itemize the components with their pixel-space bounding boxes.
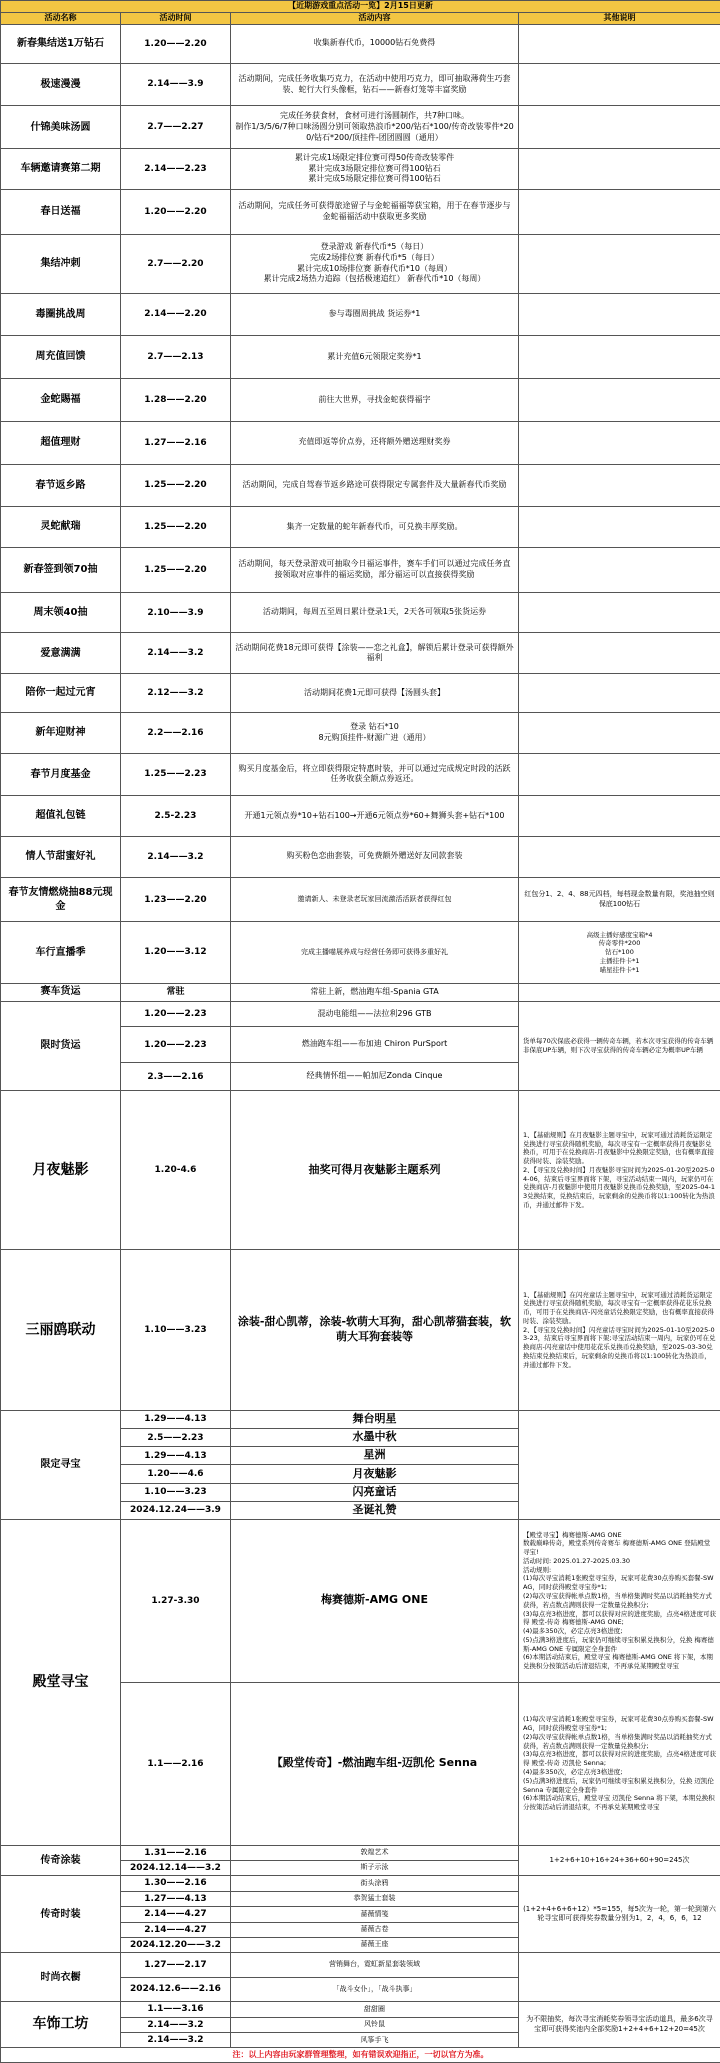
table-row — [1, 2002, 720, 2017]
activity-content: 星洲 — [231, 1447, 519, 1465]
activity-name: 灵蛇献瑞 — [1, 507, 121, 548]
activity-date: 1.29——4.13 — [121, 1447, 231, 1465]
activity-content: 梅赛德斯-AMG ONE — [231, 1519, 519, 1682]
activity-date: 1.25——2.23 — [121, 753, 231, 796]
activity-content: 完成任务获食材，食材可进行汤圆制作，共7种口味。 制作1/3/5/6/7种口味汤圆分别可领取热浪币*200/钻石*100/传奇改装零件*200/钻石*200/顶挂件-团团圆圆（通用） — [231, 106, 519, 149]
activity-content: 开通1元领点券*10+钻石100→开通6元领点券*60+舞狮头套+钻石*100 — [231, 796, 519, 837]
activity-note: 红包分1、2、4、88元四档，每档现金数量有限，奖池抽空则保底100钻石 — [519, 877, 720, 922]
activity-content: 蔷薇王座 — [231, 1937, 519, 1952]
table-row — [1, 149, 720, 190]
activity-note — [519, 63, 720, 106]
table-row — [1, 421, 720, 464]
activity-date: 1.1——2.16 — [121, 1682, 231, 1845]
activity-note — [519, 234, 720, 293]
activity-content: 累计充值6元领限定奖券*1 — [231, 336, 519, 379]
activity-note — [519, 106, 720, 149]
activity-content: 混动电能组——法拉利296 GTB — [231, 1001, 519, 1026]
table-row — [1, 1845, 720, 1860]
activity-note — [519, 149, 720, 190]
activity-date: 1.10——3.23 — [121, 1250, 231, 1411]
activity-content: 恭贺猛士套装 — [231, 1891, 519, 1906]
table-row — [1, 796, 720, 837]
table-row — [1, 548, 720, 593]
activity-note: 【殿堂寻宝】梅赛德斯-AMG ONE 数载巅峰传奇，殿堂系列传奇赛车 梅赛德斯-AMG ONE 登陆殿堂寻宝! 活动时间: 2025.01.27-2025.03.30 活动规则: (1)每次寻宝消耗1张殿堂寻宝券，玩家可花费30点券购买套餐-SWAG，同时获得殿堂寻宝券*1; (2)每次寻宝获得帐单点数1格，当单格集满时奖品以消耗抽奖方式获得，若点数点满则获得一定数量兑换积分; (3)每点亮3格进度，都可以获得对应的进度奖励，点亮4格进度可获得 殿堂-传奇 梅赛德斯-AMG ONE; (4)最多350次，必定点亮3格进度; (5)点满3格进度后，玩家仍可继续寻宝积累兑换积分，兑换 梅赛德斯-AMG ONE 专属限定全身套件 (6)本期活动结束后，殿堂寻宝 梅赛德斯-AMG ONE 将下架，本期兑换积分按策活动后清退结束，不再承兑某期殿堂寻宝 — [519, 1519, 720, 1682]
activity-content: 充值即返等价点券，还将额外赠送理财奖券 — [231, 421, 519, 464]
activity-note: 货单每70次保底必获得一辆传奇车辆，若本次寻宝获得的传奇车辆非保底UP车辆，则下次寻宝获得的传奇车辆必定为概率UP车辆 — [519, 1001, 720, 1091]
activity-content: 【殿堂传奇】-燃油跑车组-迈凯伦 Senna — [231, 1682, 519, 1845]
activity-name: 车饰工坊 — [1, 2002, 121, 2048]
activity-name: 三丽鸥联动 — [1, 1250, 121, 1411]
activity-name: 春节友情燃烧抽88元现金 — [1, 877, 121, 922]
activity-date: 常驻 — [121, 983, 231, 1001]
table-row — [1, 1519, 720, 1682]
activity-date: 1.27——2.17 — [121, 1953, 231, 1977]
activity-date: 1.31——2.16 — [121, 1845, 231, 1860]
activity-name: 金蛇賜福 — [1, 379, 121, 422]
activity-date: 1.20——2.20 — [121, 25, 231, 64]
activity-note: 为不限抽奖，每次寻宝消耗奖券领寻宝活动道具，最多6次寻宝即可获得奖池内全部奖励1+2+4+6+12+20=45次 — [519, 2002, 720, 2048]
activity-content: 敦煌艺术 — [231, 1845, 519, 1860]
activity-content: 登录游戏 新春代币*5（每日） 完成2场排位赛 新春代币*5（每日） 累计完成10场排位赛 新春代币*10（每周） 累计完成2场热力追踪（包括极速追红） 新春代币*10（每周） — [231, 234, 519, 293]
activity-content: 常驻上新，燃油跑车组-Spania GTA — [231, 983, 519, 1001]
activity-content: 风筝手飞 — [231, 2033, 519, 2048]
activity-note — [519, 674, 720, 713]
activity-date: 1.27——4.13 — [121, 1891, 231, 1906]
activity-note: (1+2+4+6+6+12）*5=155，每5次为一轮，第一轮到第六轮寻宝即可获得奖券数量分别为1，2，4，6，6，12 — [519, 1876, 720, 1953]
activity-content: 风铃鼠 — [231, 2017, 519, 2032]
activity-name: 限时货运 — [1, 1001, 121, 1091]
activity-date: 1.29——4.13 — [121, 1410, 231, 1428]
activity-name: 限定寻宝 — [1, 1410, 121, 1519]
activity-note — [519, 189, 720, 234]
activity-date: 1.28——2.20 — [121, 379, 231, 422]
table-row — [1, 1410, 720, 1428]
activity-content: 涂装-甜心凯蒂，涂装-软萌大耳狗，甜心凯蒂猫套装，软萌大耳狗套装等 — [231, 1250, 519, 1411]
table-row — [1, 379, 720, 422]
activity-note — [519, 293, 720, 336]
activity-content: 蔷薇情笺 — [231, 1907, 519, 1922]
activity-note: 1、【基础规则】在月夜魅影主题寻宝中，玩家可通过消耗货运限定兑换进行寻宝获得随机奖励，每次寻宝有一定概率获得月夜魅影兑换币，可用于在兑换商店-月夜魅影中兑换限定奖励，也有概率直接获得时装、涂装奖励。 2、【寻宝及兑换时间】月夜魅影寻宝时间为2025-01-20至2025-04-06，结束后寻宝界面将下架，寻宝活动结束一周内，玩家仍可在兑换商店-月夜魅影中使用月夜魅影兑换币兑换奖励，至2025-04-13兑换结束，兑换结束后，玩家剩余的兑换币将以1:100转化为热浪币，并通过邮件下发。 — [519, 1091, 720, 1250]
activity-date: 2.3——2.16 — [121, 1062, 231, 1090]
activity-note — [519, 25, 720, 64]
activity-date: 2.5-2.23 — [121, 796, 231, 837]
table-row — [1, 293, 720, 336]
table-row — [1, 106, 720, 149]
activity-content: 收集新春代币，10000钻石免费得 — [231, 25, 519, 64]
activity-content: 累计完成1场限定排位赛可得50传奇改装零件 累计完成3场限定排位赛可得100钻石 累计完成5场限定排位赛可得100钻石 — [231, 149, 519, 190]
activity-note — [519, 753, 720, 796]
header-activity-time: 活动时间 — [121, 13, 231, 25]
table-row — [1, 877, 720, 922]
activity-date: 2.14——2.20 — [121, 293, 231, 336]
activity-note — [519, 464, 720, 507]
table-row — [1, 464, 720, 507]
activity-content: 甜甜圈 — [231, 2002, 519, 2017]
activity-name: 车行直播季 — [1, 922, 121, 983]
activity-date: 2.12——3.2 — [121, 674, 231, 713]
activity-name: 殿堂寻宝 — [1, 1519, 121, 1845]
activity-name: 春节月度基金 — [1, 753, 121, 796]
table-row — [1, 674, 720, 713]
activity-note — [519, 379, 720, 422]
activity-note — [519, 507, 720, 548]
activity-note: 高级主播好感度宝箱*4 传奇零件*200 钻石*100 主播挂件卡*1 喵星挂件卡*1 — [519, 922, 720, 983]
activity-content: 水墨中秋 — [231, 1429, 519, 1447]
activity-note — [519, 712, 720, 753]
activity-date: 2024.12.14——3.2 — [121, 1860, 231, 1875]
activity-date: 2024.12.20——3.2 — [121, 1937, 231, 1952]
table-row — [1, 712, 720, 753]
activity-name: 毒圈挑战周 — [1, 293, 121, 336]
activity-content: 登录 钻石*10 8元购顶挂件-财源广进（通用） — [231, 712, 519, 753]
activity-name: 传奇涂装 — [1, 1845, 121, 1876]
activity-name: 车辆邀请赛第二期 — [1, 149, 121, 190]
table-row — [1, 592, 720, 633]
activity-content: 完成主播喵展养成与经营任务即可获得多重好礼 — [231, 922, 519, 983]
activity-name: 周末领40抽 — [1, 592, 121, 633]
activity-content: 活动期间花费18元即可获得【涂装——恋之礼盒】，解锁后累计登录可获得额外福利 — [231, 633, 519, 674]
activity-date: 1.27-3.30 — [121, 1519, 231, 1682]
activity-name: 春日送福 — [1, 189, 121, 234]
table-row — [1, 633, 720, 674]
activity-name: 情人节甜蜜好礼 — [1, 836, 121, 877]
activity-name: 极速漫漫 — [1, 63, 121, 106]
table-row — [1, 1001, 720, 1026]
activity-name: 时尚衣橱 — [1, 1953, 121, 2002]
activity-date: 2.14——3.2 — [121, 2033, 231, 2048]
activity-date: 2.7——2.27 — [121, 106, 231, 149]
table-row — [1, 1953, 720, 1977]
sheet-title: 【近期游戏重点活动一览】2月15日更新 — [1, 1, 720, 13]
activity-content: 活动期间花费1元即可获得【汤圆头套】 — [231, 674, 519, 713]
table-row — [1, 983, 720, 1001]
activity-date: 1.30——2.16 — [121, 1876, 231, 1891]
activity-date: 2.10——3.9 — [121, 592, 231, 633]
table-row — [1, 1091, 720, 1250]
activity-date: 1.20——2.23 — [121, 1001, 231, 1026]
activity-content: 活动期间，每天登录游戏可抽取今日福运事件，赛车手们可以通过完成任务直接领取对应事件的福运奖励，部分福运可以直接获得奖励 — [231, 548, 519, 593]
activity-date: 1.20——3.12 — [121, 922, 231, 983]
activity-content: 街头涂鸦 — [231, 1876, 519, 1891]
activity-date: 2.14——3.2 — [121, 2017, 231, 2032]
activity-content: 舞台明星 — [231, 1410, 519, 1428]
activity-date: 2.7——2.13 — [121, 336, 231, 379]
activity-content: 前往大世界，寻找金蛇获得福字 — [231, 379, 519, 422]
activity-date: 1.25——2.20 — [121, 548, 231, 593]
activity-content: 蔷薇古卷 — [231, 1922, 519, 1937]
activity-date: 1.20——4.6 — [121, 1465, 231, 1483]
activity-content: 参与毒圈周挑战 货运券*1 — [231, 293, 519, 336]
activity-note — [519, 1953, 720, 2002]
activity-date: 2.14——4.27 — [121, 1907, 231, 1922]
activity-note: 1、【基础规则】在闪亮童话主题寻宝中，玩家可通过消耗货运限定兑换进行寻宝获得随机奖励，每次寻宝有一定概率获得花花乐兑换币，可用于在兑换商店-闪亮童话兑换限定奖励，也有概率直接获得时装、涂装奖励。 2、【寻宝及兑换时间】闪亮童话寻宝时间为2025-01-10至2025-03-23，结束后寻宝界面将下架;寻宝活动结束一周内，玩家仍可在兑换商店-闪亮童话中使用花花乐兑换币兑换奖励，至2025-03-30兑换结束兑换结束后，玩家剩余的兑换币将以1:100转化为热浪币，并通过邮件下发。 — [519, 1250, 720, 1411]
activity-content: 营销舞台，霓虹新星套装领域 — [231, 1953, 519, 1977]
activity-content: 活动期间，完成任务收集巧克力，在活动中使用巧克力，即可抽取薄荷生巧套装、蛇行大行头像框，钻石——新春灯笼等丰富奖励 — [231, 63, 519, 106]
activity-date: 2.2——2.16 — [121, 712, 231, 753]
activity-content: 月夜魅影 — [231, 1465, 519, 1483]
activity-date: 2024.12.6——2.16 — [121, 1977, 231, 2001]
header-activity-name: 活动名称 — [1, 13, 121, 25]
activity-date: 2.14——3.9 — [121, 63, 231, 106]
activity-name: 陪你一起过元宵 — [1, 674, 121, 713]
activity-name: 赛车货运 — [1, 983, 121, 1001]
header-activity-content: 活动内容 — [231, 13, 519, 25]
activity-name: 新年迎财神 — [1, 712, 121, 753]
activity-note — [519, 336, 720, 379]
activity-content: 经典情怀组——帕加尼Zonda Cinque — [231, 1062, 519, 1090]
activity-date: 1.25——2.20 — [121, 464, 231, 507]
activity-note — [519, 1410, 720, 1519]
activity-content: 「战斗女仆」，「战斗执事」 — [231, 1977, 519, 2001]
activity-date: 2.14——2.23 — [121, 149, 231, 190]
table-row — [1, 25, 720, 64]
activity-date: 1.20——2.23 — [121, 1027, 231, 1063]
activity-note — [519, 836, 720, 877]
footer-note: 注：以上内容由玩家群管理整理，如有错误欢迎指正，一切以官方为准。 — [1, 2048, 720, 2063]
activity-content: 斯子示泳 — [231, 1860, 519, 1875]
activity-content: 抽奖可得月夜魅影主题系列 — [231, 1091, 519, 1250]
activity-date: 1.20-4.6 — [121, 1091, 231, 1250]
activity-name: 月夜魅影 — [1, 1091, 121, 1250]
activity-content: 闪亮童话 — [231, 1483, 519, 1501]
activity-name: 爱意满满 — [1, 633, 121, 674]
table-row — [1, 234, 720, 293]
table-row — [1, 189, 720, 234]
activity-date: 1.25——2.20 — [121, 507, 231, 548]
activity-date: 1.23——2.20 — [121, 877, 231, 922]
table-row — [1, 507, 720, 548]
table-row — [1, 922, 720, 983]
activity-note — [519, 633, 720, 674]
activity-content: 邀请新人、未登录老玩家回流激活活跃者获得红包 — [231, 877, 519, 922]
activity-note — [519, 796, 720, 837]
header-other-notes: 其他说明 — [519, 13, 720, 25]
activity-content: 圣诞礼赞 — [231, 1501, 519, 1519]
activity-note — [519, 421, 720, 464]
activity-name: 周充值回馈 — [1, 336, 121, 379]
activity-note — [519, 592, 720, 633]
activity-name: 超值礼包链 — [1, 796, 121, 837]
table-row — [1, 336, 720, 379]
activity-content: 购买粉色恋曲套装，可免费额外赠送好友同款套装 — [231, 836, 519, 877]
activity-name: 集结冲刺 — [1, 234, 121, 293]
activity-date: 1.10——3.23 — [121, 1483, 231, 1501]
table-row — [1, 836, 720, 877]
activity-content: 活动期间，完成自驾春节返乡路途可获得限定专属套件及大量新春代币奖励 — [231, 464, 519, 507]
activity-content: 活动期间，每周五至周日累计登录1天，2天各可领取5张货运券 — [231, 592, 519, 633]
activity-content: 燃油跑车组——布加迪 Chiron PurSport — [231, 1027, 519, 1063]
table-row — [1, 63, 720, 106]
activity-name: 春节返乡路 — [1, 464, 121, 507]
activity-date: 2.5——2.23 — [121, 1429, 231, 1447]
activity-date: 2.14——4.27 — [121, 1922, 231, 1937]
table-row — [1, 1250, 720, 1411]
activity-content: 集齐一定数量的蛇年新春代币，可兑换丰厚奖励。 — [231, 507, 519, 548]
table-row — [1, 753, 720, 796]
activity-date: 2024.12.24——3.9 — [121, 1501, 231, 1519]
activity-date: 1.27——2.16 — [121, 421, 231, 464]
activity-name: 什锦美味汤圆 — [1, 106, 121, 149]
activity-date: 2.14——3.2 — [121, 836, 231, 877]
activity-content: 购买月度基金后，将立即获得限定特惠时装，并可以通过完成规定时段的活跃任务收获全额点券返还。 — [231, 753, 519, 796]
activity-date: 1.1——3.16 — [121, 2002, 231, 2017]
activity-note: 1+2+6+10+16+24+36+60+90=245次 — [519, 1845, 720, 1876]
activity-name: 新春签到领70抽 — [1, 548, 121, 593]
activity-name: 新春集结送1万钻石 — [1, 25, 121, 64]
table-row — [1, 1876, 720, 1891]
activity-date: 2.7——2.20 — [121, 234, 231, 293]
activity-date: 1.20——2.20 — [121, 189, 231, 234]
activity-note: (1)每次寻宝消耗1张殿堂寻宝券，玩家可花费30点券购买套餐-SWAG，同时获得殿堂寻宝券*1; (2)每次寻宝获得帐单点数1格，当单格集满时奖品以消耗抽奖方式获得，若点数点满则获得一定数量兑换积分; (3)每点亮3格进度，都可以获得对应的进度奖励，点亮4格进度可获得 殿堂-传奇 迈凯伦 Senna; (4)最多350次，必定点亮3格进度; (5)点满3格进度后，玩家仍可继续寻宝积累兑换积分，兑换 迈凯伦 Senna 专属限定全身套件 (6)本期活动结束后，殿堂寻宝 迈凯伦 Senna 将下架，本期兑换积分按策活动后清退结束，不再承兑某期殿堂寻宝 — [519, 1682, 720, 1845]
activity-date: 2.14——3.2 — [121, 633, 231, 674]
activity-note — [519, 983, 720, 1001]
activity-name: 传奇时装 — [1, 1876, 121, 1953]
activity-name: 超值理财 — [1, 421, 121, 464]
activity-note — [519, 548, 720, 593]
activity-content: 活动期间，完成任务可获得旅途留子与金蛇福福等获宝箱，用于在春节逐步与金蛇福福活动中获取更多奖励 — [231, 189, 519, 234]
